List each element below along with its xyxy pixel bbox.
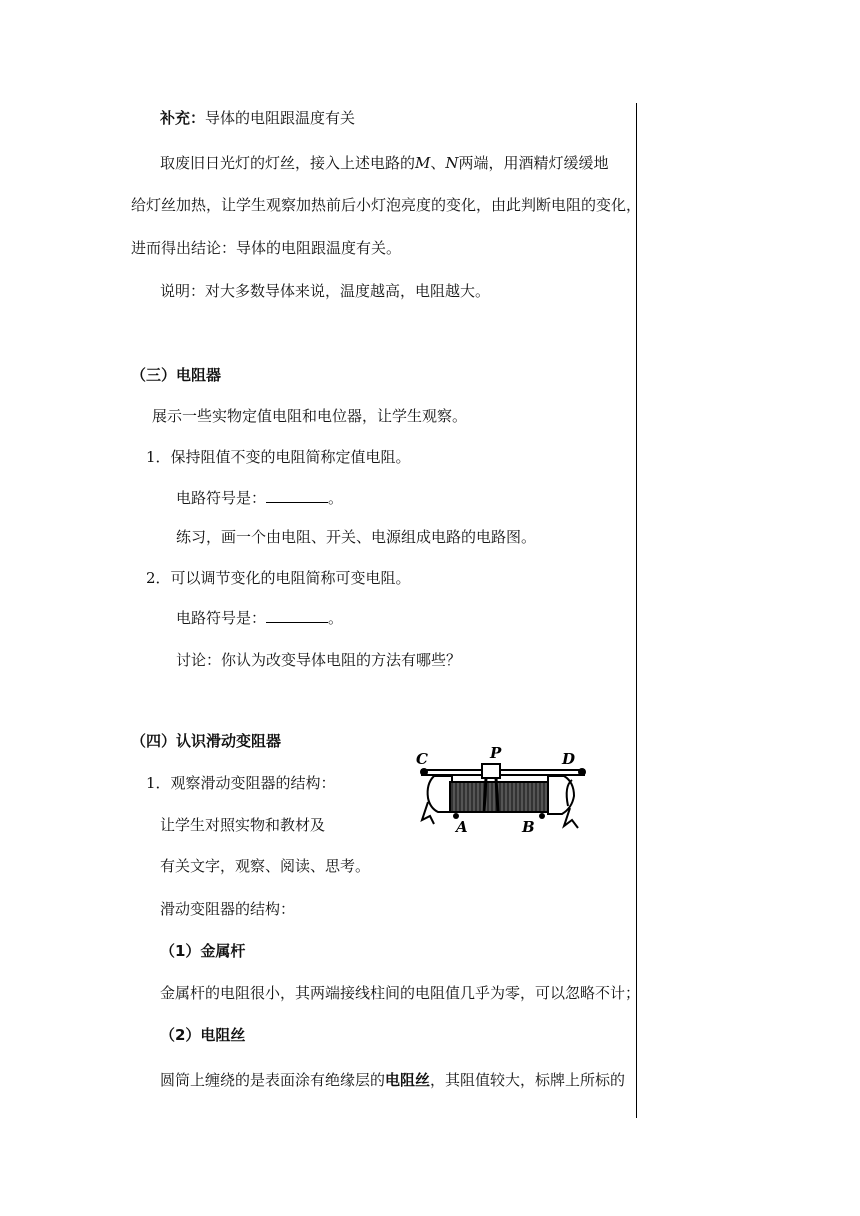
symbol-blank [266, 608, 328, 623]
section-4-heading: （四）认识滑动变阻器 [131, 732, 282, 750]
subheading-metal-rod: （1）金属杆 [160, 942, 246, 960]
text-run: 圆筒上缠绕的是表面涂有绝缘层的 [160, 1071, 386, 1089]
metal-rod-text: 金属杆的电阻很小，其两端接线柱间的电阻值几乎为零，可以忽略不计； [160, 984, 641, 1002]
practice-text: 练习，画一个由电阻、开关、电源组成电路的电路图。 [176, 528, 537, 546]
section-4-line-2: 有关文字，观察、阅读、思考。 [160, 857, 371, 875]
var-m: M [415, 154, 431, 172]
subheading-resistance-wire: （2）电阻丝 [160, 1026, 246, 1044]
symbol-label: 电路符号是： [176, 609, 267, 627]
label-a: A [456, 818, 468, 836]
supplement-title: 导体的电阻跟温度有关 [205, 109, 356, 127]
text-run: 取废旧日光灯的灯丝，接入上述电路的 [160, 154, 416, 172]
discuss-text: 讨论：你认为改变导体电阻的方法有哪些？ [176, 651, 462, 669]
section-3-item-2: 2．可以调节变化的电阻简称可变电阻。 [146, 569, 411, 587]
section-3-item-1: 1．保持阻值不变的电阻简称定值电阻。 [146, 448, 411, 466]
label-p: P [490, 746, 502, 762]
rheostat-figure [412, 746, 592, 844]
section-3-intro: 展示一些实物定值电阻和电位器，让学生观察。 [152, 407, 468, 425]
symbol-label: 电路符号是： [176, 489, 267, 507]
symbol-line-1 [176, 488, 343, 508]
rheostat-illustration [412, 746, 592, 844]
emphasis-text: 电阻丝 [385, 1071, 431, 1089]
resistance-wire-text [160, 1070, 625, 1090]
text-run: ，其阻值较大，标牌上所标的 [430, 1071, 626, 1089]
section-4-line-3: 滑动变阻器的结构： [160, 900, 296, 918]
supplement-note: 说明：对大多数导体来说，温度越高，电阻越大。 [160, 282, 491, 300]
supplement-paragraph-line-3: 进而得出结论：导体的电阻跟温度有关。 [131, 239, 402, 257]
symbol-end: 。 [328, 489, 344, 507]
symbol-end: 。 [328, 609, 344, 627]
symbol-line-2 [176, 608, 343, 628]
table-border-right [636, 103, 637, 1118]
supplement-paragraph-line-2: 给灯丝加热，让学生观察加热前后小灯泡亮度的变化，由此判断电阻的变化， [131, 196, 642, 214]
supplement-heading [160, 108, 355, 128]
symbol-blank [266, 488, 328, 503]
label-b: B [522, 818, 535, 836]
label-c: C [416, 750, 428, 768]
section-3-heading: （三）电阻器 [131, 366, 222, 384]
label-d: D [562, 750, 576, 768]
var-n: N [445, 154, 459, 172]
supplement-label: 补充： [160, 109, 206, 127]
text-run: 、 [430, 154, 446, 172]
section-4-item-1: 1．观察滑动变阻器的结构： [146, 774, 336, 792]
text-run: 两端，用酒精灯缓缓地 [458, 154, 609, 172]
supplement-paragraph-line-1 [160, 153, 609, 173]
section-4-line-1: 让学生对照实物和教材及 [160, 816, 326, 834]
